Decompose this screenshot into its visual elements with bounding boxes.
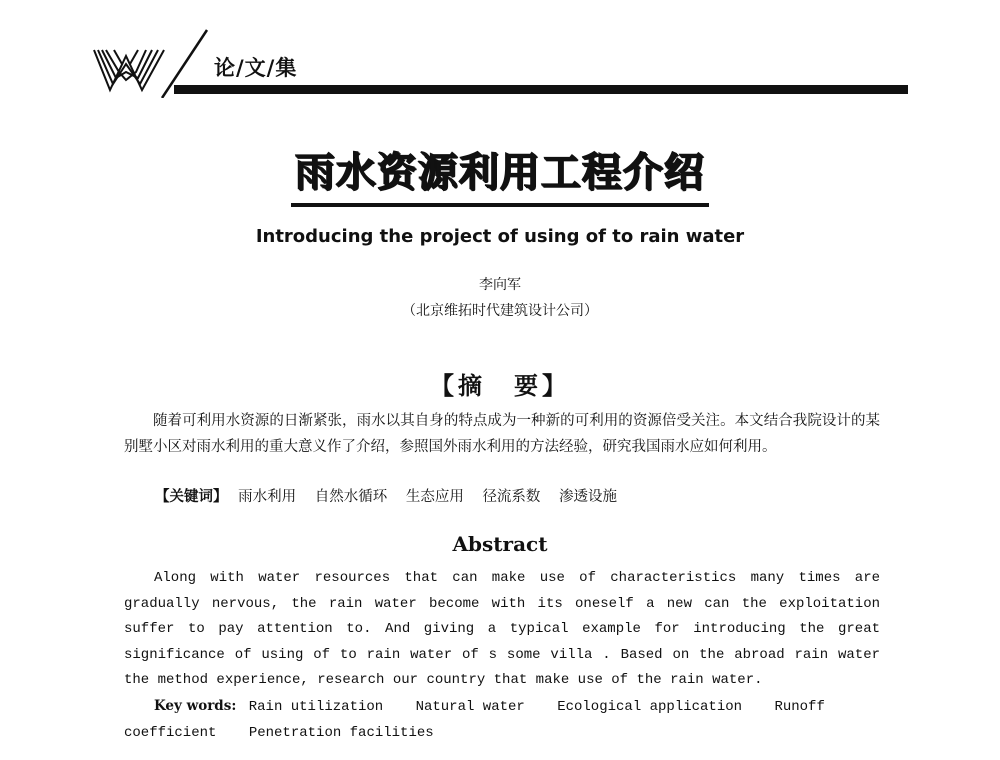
keyword-en-item: Ecological application [557, 699, 743, 715]
keywords-en-label: Key words: [154, 698, 237, 714]
paper-title-en: Introducing the project of using of to rain water [255, 226, 745, 247]
keywords-en [124, 694, 880, 746]
abstract-cn-body: 随着可利用水资源的日渐紧张，雨水以其自身的特点成为一种新的可利用的资源倍受关注。本文结合我院设计的某别墅小区对雨水利用的重大意义作了介绍，参照国外雨水利用的方法经验，研究我国雨水应如何利用。 [124, 413, 880, 455]
paper-title-cn-text: 雨水资源利用工程介绍 [291, 145, 709, 207]
paper-title-cn [0, 145, 1000, 207]
keyword-en-item: Penetration facilities [248, 724, 434, 741]
keyword-cn-item: 径流系数 [482, 489, 541, 505]
keyword-en-item: Rain utilization [248, 699, 384, 715]
keyword-cn-item: 自然水循环 [314, 489, 388, 505]
keyword-en-item: Runoff coefficient [124, 699, 825, 741]
keywords-cn-label: 【关键词】 [155, 489, 228, 505]
keywords-cn [155, 484, 875, 510]
keyword-cn-item: 渗透设施 [559, 489, 618, 505]
journal-section-title: 论/文/集 [214, 56, 298, 80]
abstract-en-body: Along with water resources that can make use of characteristics many times are gradually nervous, the rain water become with its oneself a new can the exploitation suffer to pay attention to. And giving a typical example for introducing the great significance of using of to rain water of s some villa . Based on the abroad rain water the method experience, research our country that make use of the rain water. [124, 570, 880, 688]
abstract-en-heading: Abstract [452, 532, 548, 556]
keyword-cn-item: 生态应用 [405, 489, 464, 505]
abstract-cn-heading: 【摘 要】 [430, 371, 570, 400]
keyword-cn-item: 雨水利用 [238, 489, 297, 505]
author-name: 李向军 [479, 277, 521, 293]
keyword-en-item: Natural water [415, 699, 525, 715]
header-rule [174, 85, 908, 94]
journal-header [92, 28, 908, 98]
author-affiliation: （北京维拓时代建筑设计公司） [402, 303, 598, 319]
